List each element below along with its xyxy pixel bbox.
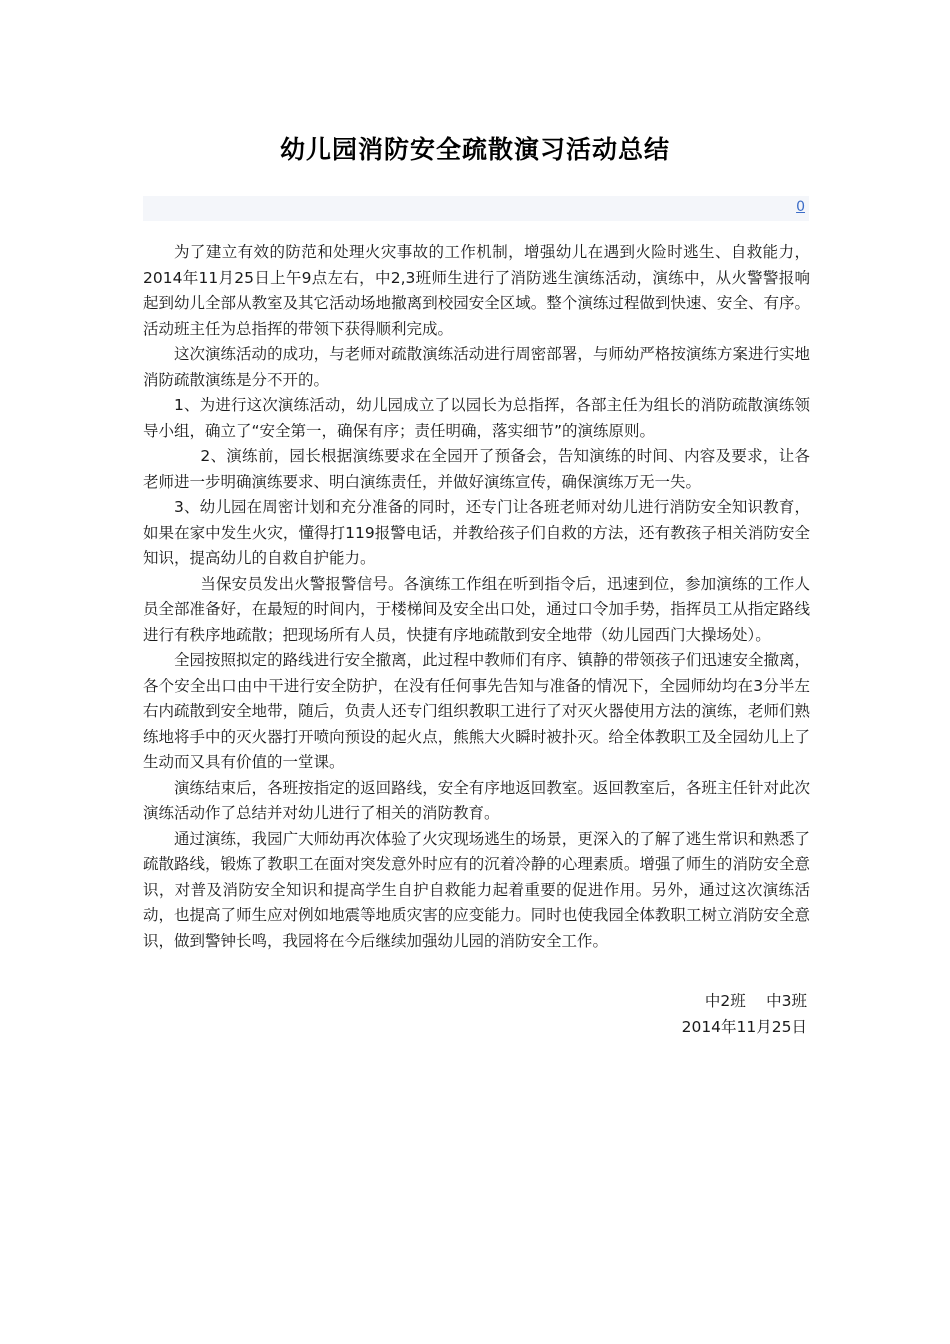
paragraph: 演练结束后，各班按指定的返回路线，安全有序地返回教室。返回教室后，各班主任针对此次演练活动作了总结并对幼儿进行了相关的消防教育。 [143, 778, 810, 822]
paragraph: 通过演练，我园广大师幼再次体验了火灾现场逃生的场景，更深入的了解了逃生常识和熟悉了疏散路线，锻炼了教职工在面对突发意外时应有的沉着冷静的心理素质。增强了师生的消防安全意识，对普及消防安全知识和提高学生自护自救能力起着重要的促进作用。另外，通过这次演练活动，也提高了师生应对例如地震等地质灾害的应变能力。同时也使我园全体教职工树立消防安全意识，做到警钟长鸣，我园将在今后继续加强幼儿园的消防安全工作。 [143, 829, 810, 950]
document-title: 幼儿园消防安全疏散演习活动总结 [279, 135, 670, 164]
paragraph: 这次演练活动的成功，与老师对疏散演练活动进行周密部署，与师幼严格按演练方案进行实地消防疏散演练是分不开的。 [143, 345, 810, 389]
paragraph: 2、演练前，园长根据演练要求在全园开了预备会，告知演练的时间、内容及要求，让各老师进一步明确演练要求、明白演练责任，并做好演练宣传，确保演练万无一失。 [143, 447, 810, 491]
paragraph: 3、幼儿园在周密计划和充分准备的同时，还专门让各班老师对幼儿进行消防安全知识教育，如果在家中发生火灾，懂得打119报警电话，并教给孩子们自救的方法，还有教孩子相关消防安全知识，提高幼儿的自救自护能力。 [143, 498, 810, 567]
paragraph: 当保安员发出火警报警信号。各演练工作组在听到指令后，迅速到位，参加演练的工作人员全部准备好，在最短的时间内，于楼梯间及安全出口处，通过口令加手势，指挥员工从指定路线进行有秩序地疏散；把现场所有人员，快捷有序地疏散到安全地带（幼儿园西门大操场处）。 [143, 574, 810, 644]
meta-bar [143, 196, 809, 221]
signature-block [143, 988, 807, 1040]
paragraph: 全园按照拟定的路线进行安全撤离，此过程中教师们有序、镇静的带领孩子们迅速安全撤离，各个安全出口由中干进行安全防护，在没有任何事先告知与准备的情况下，全园师幼均在3分半左右内疏散到安全地带，随后，负责人还专门组织教职工进行了对灭火器使用方法的演练，老师们熟练地将手中的灭火器打开喷向预设的起火点，熊熊大火瞬时被扑灭。给全体教职工及全园幼儿上了生动而又具有价值的一堂课。 [143, 651, 810, 771]
comment-count-link[interactable]: 0 [796, 199, 805, 215]
paragraph: 为了建立有效的防范和处理火灾事故的工作机制，增强幼儿在遇到火险时逃生、自救能力，2014年11月25日上午9点左右，中2,3班师生进行了消防逃生演练活动，演练中，从火警警报响起到幼儿全部从教室及其它活动场地撤离到校园安全区域。整个演练过程做到快速、安全、有序。活动班主任为总指挥的带领下获得顺利完成。 [143, 243, 810, 338]
signature-date: 2014年11月25日 [681, 1018, 807, 1036]
paragraph: 1、为进行这次演练活动，幼儿园成立了以园长为总指挥，各部主任为组长的消防疏散演练领导小组，确立了“安全第一，确保有序；责任明确，落实细节”的演练原则。 [143, 396, 810, 440]
document-body [143, 240, 810, 954]
signature-classes: 中2班 中3班 [704, 992, 807, 1010]
